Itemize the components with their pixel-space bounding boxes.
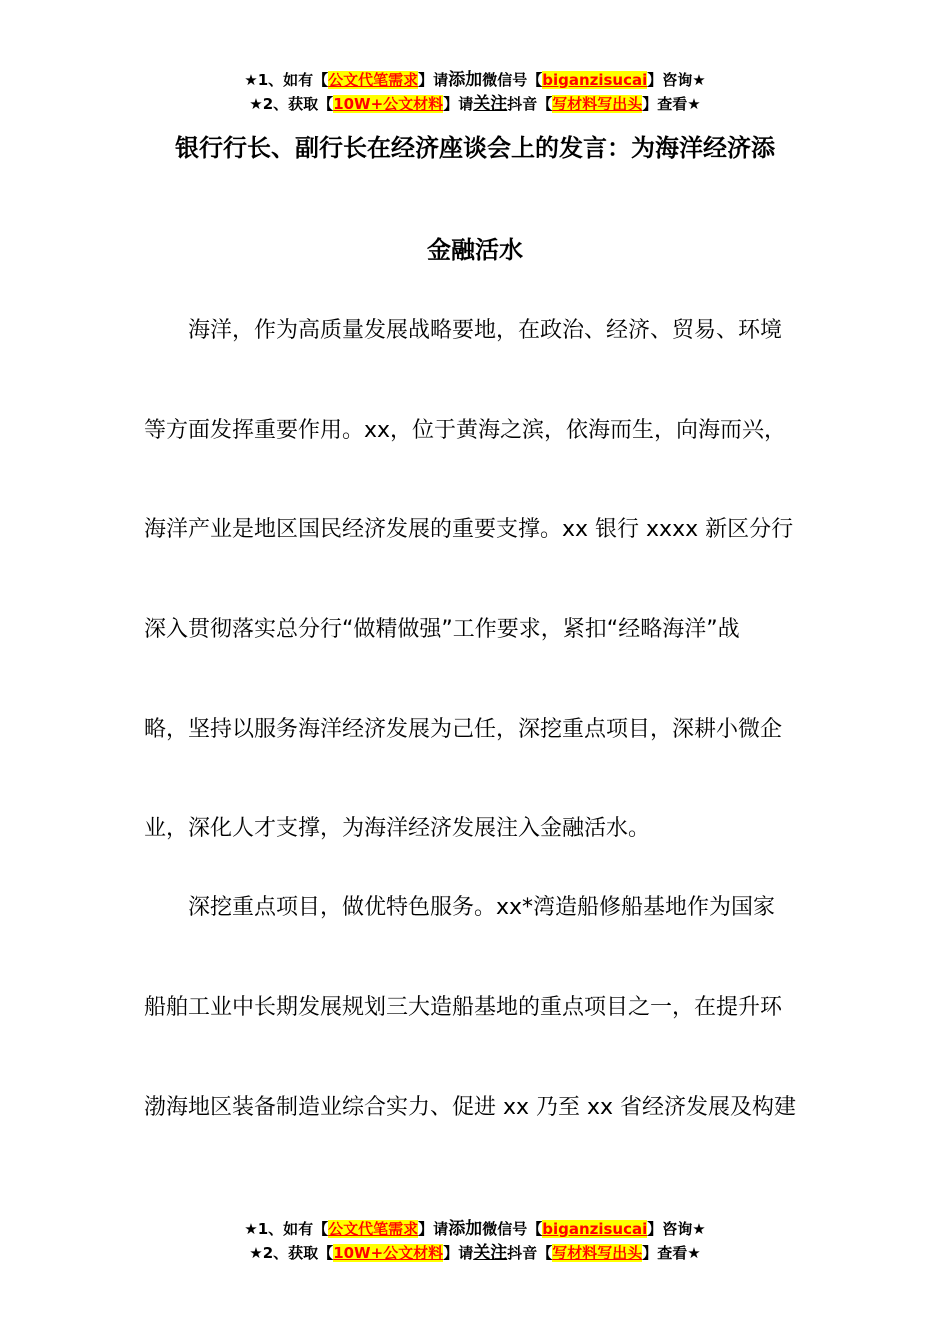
body-line: 海洋，作为高质量发展战略要地，在政治、经济、贸易、环境 (144, 318, 783, 343)
banner-line-1 (0, 1217, 950, 1241)
banner-text: 微信号【 (482, 71, 543, 89)
body-line: 渤海地区装备制造业综合实力、促进 xx 乃至 xx 省经济发展及构建 (144, 1095, 797, 1120)
body-line: 海洋产业是地区国民经济发展的重要支撑。xx 银行 xxxx 新区分行 (144, 517, 794, 542)
footer-banner (0, 1217, 950, 1265)
banner-text: 微信号【 (482, 1220, 543, 1238)
materials-highlight: 10W+公文材料 (333, 95, 444, 113)
banner-line-2 (0, 1241, 950, 1265)
banner-text: 】咨询★ (647, 1220, 706, 1238)
banner-text: 】请 (443, 1244, 474, 1262)
banner-line-2 (0, 92, 950, 116)
body-line: 深入贯彻落实总分行“做精做强”工作要求，紧扣“经略海洋”战 (144, 617, 740, 642)
ghostwriting-highlight: 公文代笔需求 (328, 71, 419, 89)
banner-text: ★2、获取【 (249, 1244, 334, 1262)
banner-text: 】请 (443, 95, 474, 113)
banner-text: 】请 (418, 71, 449, 89)
banner-emphasis: 添加 (448, 1219, 483, 1239)
banner-text: 抖音【 (507, 1244, 553, 1262)
banner-text: 抖音【 (507, 95, 553, 113)
document-title-line-1: 银行行长、副行长在经济座谈会上的发言：为海洋经济添 (175, 134, 775, 162)
banner-line-1 (0, 68, 950, 92)
wechat-id-highlight: biganzisucai (542, 71, 648, 89)
banner-emphasis: 关注 (473, 1243, 508, 1263)
banner-text: ★2、获取【 (249, 95, 334, 113)
body-line: 船舶工业中长期发展规划三大造船基地的重点项目之一，在提升环 (144, 995, 783, 1020)
wechat-id-highlight: biganzisucai (542, 1220, 648, 1238)
header-banner (0, 68, 950, 116)
banner-text: 】咨询★ (647, 71, 706, 89)
materials-highlight: 10W+公文材料 (333, 1244, 444, 1262)
ghostwriting-highlight: 公文代笔需求 (328, 1220, 419, 1238)
banner-text: ★1、如有【 (244, 1220, 329, 1238)
banner-emphasis: 关注 (473, 94, 508, 114)
banner-text: 】请 (418, 1220, 449, 1238)
document-title-line-2: 金融活水 (427, 236, 523, 264)
body-line: 深挖重点项目，做优特色服务。xx*湾造船修船基地作为国家 (144, 895, 776, 920)
douyin-highlight: 写材料写出头 (552, 1244, 643, 1262)
banner-emphasis: 添加 (448, 70, 483, 90)
body-line: 业，深化人才支撑，为海洋经济发展注入金融活水。 (144, 816, 651, 841)
banner-text: 】查看★ (642, 95, 701, 113)
banner-text: 】查看★ (642, 1244, 701, 1262)
body-line: 略，坚持以服务海洋经济发展为己任，深挖重点项目，深耕小微企 (144, 717, 783, 742)
body-line: 等方面发挥重要作用。xx，位于黄海之滨，依海而生，向海而兴， (144, 418, 787, 443)
douyin-highlight: 写材料写出头 (552, 95, 643, 113)
banner-text: ★1、如有【 (244, 71, 329, 89)
